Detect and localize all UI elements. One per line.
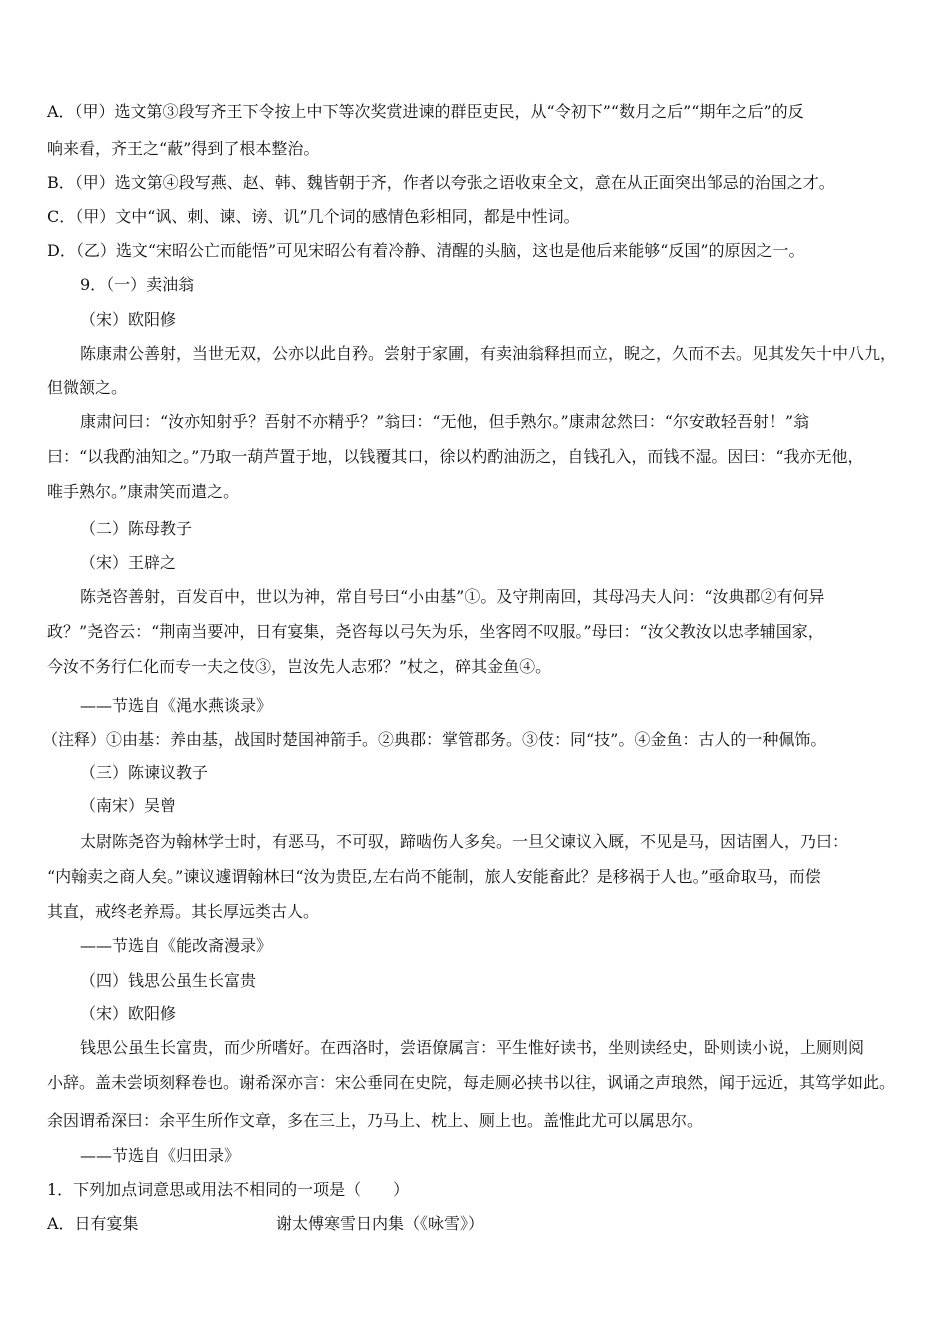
q9-title: 9．（一）卖油翁 (80, 275, 195, 294)
p2-title: （二）陈母教子 (80, 519, 193, 538)
p3-author: （南宋）吴曾 (80, 796, 177, 815)
p4-author: （宋）欧阳修 (80, 1004, 177, 1023)
p3-line: 其直，戒终老养焉。其长厚远类古人。 (47, 902, 320, 921)
p3-line: 太尉陈尧咨为翰林学士时，有恶马，不可驭，蹄啮伤人多矣。一旦父谏议入厩，不见是马，因诘圉人，乃曰： (80, 832, 849, 851)
p4-source: ——节选自《归田录》 (80, 1146, 241, 1165)
p2-author: （宋）王辟之 (80, 553, 177, 572)
p2-line: 今汝不务行仁化而专一夫之伎③，岂汝先人志邪？”杖之，碎其金鱼④。 (47, 657, 552, 676)
p1-line: 陈康肃公善射，当世无双，公亦以此自矜。尝射于家圃，有卖油翁释担而立，睨之，久而不去。见其发矢十中八九， (80, 344, 897, 363)
p4-title: （四）钱思公虽生长富贵 (80, 971, 257, 990)
p2-notes: （注释）①由基：养由基，战国时楚国神箭手。②典郡：掌管郡务。③伎：同“技”。④金鱼：古人的一种佩饰。 (42, 730, 827, 749)
p3-title: （三）陈谏议教子 (80, 763, 209, 782)
p2-line: 陈尧咨善射，百发百中，世以为神，常自号曰“小由基”①。及守荆南回，其母冯夫人问：“汝典郡②有何异 (80, 587, 825, 606)
sub-question-1-option-a-compare: 谢太傅寒雪日内集（《咏雪》） (276, 1214, 485, 1233)
p2-source: ——节选自《渑水燕谈录》 (80, 696, 273, 715)
p4-line: 小辞。盖未尝顷刻释卷也。谢希深亦言：宋公垂同在史院，每走厕必挟书以往，讽诵之声琅然，闻于远近，其笃学如此。 (47, 1073, 896, 1092)
sub-question-1-stem: 1．下列加点词意思或用法不相同的一项是（ ） (47, 1180, 410, 1199)
p3-source: ——节选自《能改斋漫录》 (80, 936, 273, 955)
p1-line: 康肃问曰：“汝亦知射乎？吾射不亦精乎？”翁曰：“无他，但手熟尔。”康肃忿然曰：“尔安敢轻吾射！”翁 (80, 412, 810, 431)
p1-line: 但微颔之。 (47, 378, 128, 397)
p1-author: （宋）欧阳修 (80, 310, 177, 329)
p3-line: “内翰卖之商人矣。”谏议遽谓翰林曰“汝为贵臣,左右尚不能制，旅人安能畜此？是移祸于人也。”亟命取马，而偿 (47, 867, 821, 886)
p1-line: 曰：“以我酌油知之。”乃取一葫芦置于地，以钱覆其口，徐以杓酌油沥之，自钱孔入，而钱不湿。因曰：“我亦无他， (47, 447, 864, 466)
p4-line: 钱思公虽生长富贵，而少所嗜好。在西洛时，尝语僚属言：平生惟好读书，坐则读经史，卧则读小说，上厕则阅 (80, 1038, 865, 1057)
option-a-line2: 响来看，齐王之“蔽”得到了根本整治。 (47, 139, 320, 158)
option-b: B．（甲）选文第④段写燕、赵、韩、魏皆朝于齐，作者以夸张之语收束全文，意在从正面突出邹忌的治国之才。 (47, 173, 835, 192)
sub-question-1-option-a: A．日有宴集 (47, 1214, 139, 1233)
p2-line: 政？”尧咨云：“荆南当要冲，日有宴集，尧咨每以弓矢为乐，坐客罔不叹服。”母曰：“汝父教汝以忠孝辅国家， (47, 622, 824, 641)
option-d: D．（乙）选文“宋昭公亡而能悟”可见宋昭公有着冷静、清醒的头脑，这也是他后来能够“反国”的原因之一。 (47, 241, 805, 260)
option-c: C．（甲）文中“讽、刺、谏、谤、讥”几个词的感情色彩相同，都是中性词。 (47, 207, 580, 226)
p4-line: 余因谓希深曰：余平生所作文章，多在三上，乃马上、枕上、厕上也。盖惟此尤可以属思尔。 (47, 1111, 704, 1130)
p1-line: 唯手熟尔。”康肃笑而遣之。 (47, 482, 240, 501)
option-a-line1: A．（甲）选文第③段写齐王下令按上中下等次奖赏进谏的群臣吏民，从“令初下”“数月之后”“期年之后”的反 (47, 102, 804, 121)
